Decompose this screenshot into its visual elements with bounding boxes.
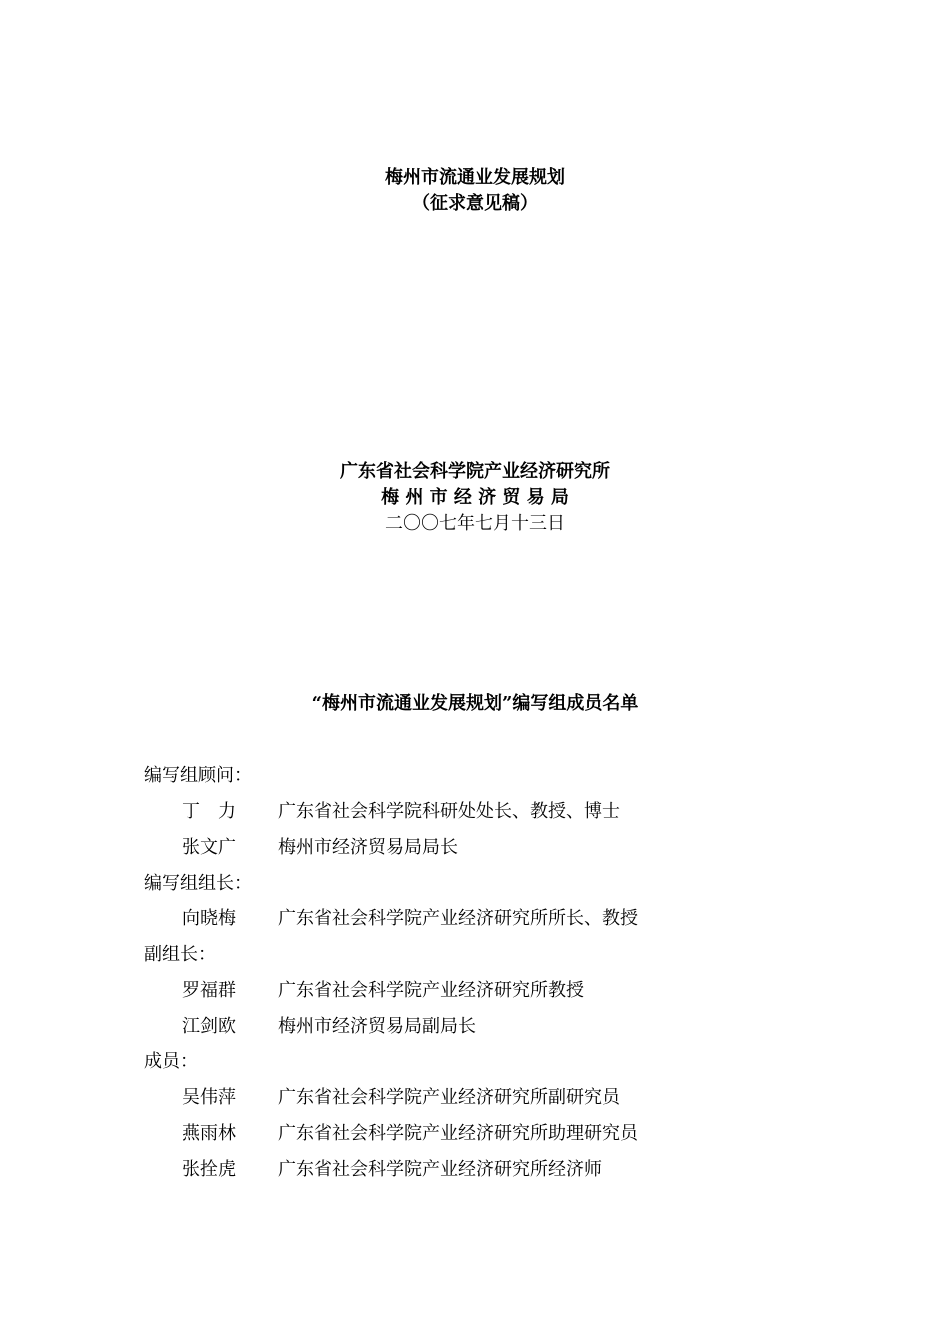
document-date: 二〇〇七年七月十三日	[385, 513, 565, 534]
roster-heading: “梅州市流通业发展规划”编写组成员名单	[311, 693, 639, 714]
member-name: 张文广	[182, 837, 236, 858]
member-role: 梅州市经济贸易局局长	[278, 837, 458, 858]
organization-2: 梅 州 市 经 济 贸 易 局	[381, 487, 569, 508]
section-label-advisors: 编写组顾问：	[144, 765, 252, 786]
member-role: 广东省社会科学院科研处处长、教授、博士	[278, 801, 620, 822]
member-role: 广东省社会科学院产业经济研究所教授	[278, 980, 584, 1001]
member-role: 梅州市经济贸易局副局长	[278, 1016, 476, 1037]
member-role: 广东省社会科学院产业经济研究所经济师	[278, 1159, 602, 1180]
member-name: 张拴虎	[182, 1159, 236, 1180]
member-name: 丁 力	[182, 801, 236, 822]
document-subtitle: （征求意见稿）	[412, 193, 538, 214]
section-label-members: 成员：	[144, 1051, 198, 1072]
member-role: 广东省社会科学院产业经济研究所所长、教授	[278, 908, 638, 929]
section-label-leader: 编写组组长：	[144, 873, 252, 894]
member-name: 吴伟萍	[182, 1087, 236, 1108]
member-name: 罗福群	[182, 980, 236, 1001]
member-role: 广东省社会科学院产业经济研究所副研究员	[278, 1087, 620, 1108]
member-name: 燕雨林	[182, 1123, 236, 1144]
document-title: 梅州市流通业发展规划	[385, 167, 565, 188]
member-name: 江剑欧	[182, 1016, 236, 1037]
member-name: 向晓梅	[182, 908, 236, 929]
section-label-deputy: 副组长：	[144, 944, 216, 965]
organization-1: 广东省社会科学院产业经济研究所	[340, 461, 610, 482]
member-role: 广东省社会科学院产业经济研究所助理研究员	[278, 1123, 638, 1144]
